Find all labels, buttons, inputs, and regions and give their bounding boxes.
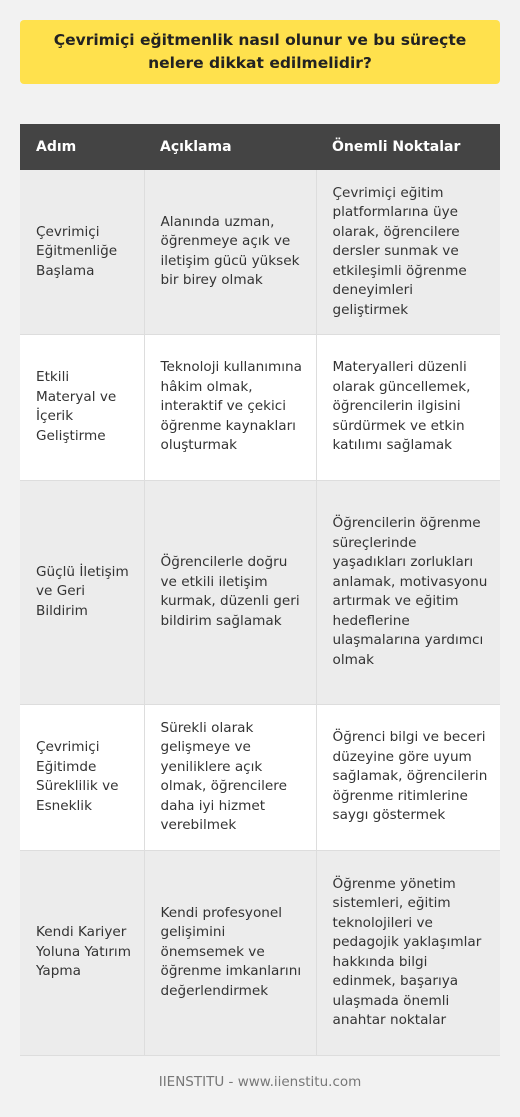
step-cell: Güçlü İletişim ve Geri Bildirim (20, 480, 144, 704)
column-header-description: Açıklama (144, 124, 316, 170)
notes-cell: Materyalleri düzenli olarak güncellemek, öğrencilerin ilgisini sürdürmek ve etkin katılımı sağlamak (316, 334, 500, 480)
notes-cell: Öğrencilerin öğrenme süreçlerinde yaşadıkları zorlukları anlamak, motivasyonu artırmak ve eğitim hedeflerine ulaşmalarına yardımcı olmak (316, 480, 500, 704)
notes-cell: Öğrenci bilgi ve beceri düzeyine göre uyum sağlamak, öğrencilerin öğrenme ritimlerine saygı göstermek (316, 704, 500, 850)
description-cell: Öğrencilerle doğru ve etkili iletişim kurmak, düzenli geri bildirim sağlamak (144, 480, 316, 704)
table-row (20, 170, 500, 334)
description-cell: Teknoloji kullanımına hâkim olmak, interaktif ve çekici öğrenme kaynakları oluşturmak (144, 334, 316, 480)
footer-credit: IIENSTITU - www.iienstitu.com (158, 1074, 362, 1090)
step-cell: Etkili Materyal ve İçerik Geliştirme (20, 334, 144, 480)
steps-table (20, 124, 500, 1056)
column-header-step: Adım (20, 124, 144, 170)
step-cell: Kendi Kariyer Yoluna Yatırım Yapma (20, 850, 144, 1055)
table-row (20, 334, 500, 480)
step-cell: Çevrimiçi Eğitimde Süreklilik ve Esneklik (20, 704, 144, 850)
title-banner (20, 20, 500, 84)
description-cell: Alanında uzman, öğrenmeye açık ve iletişim gücü yüksek bir birey olmak (144, 170, 316, 334)
table-row (20, 704, 500, 850)
step-cell: Çevrimiçi Eğitmenliğe Başlama (20, 170, 144, 334)
notes-cell: Çevrimiçi eğitim platformlarına üye olarak, öğrencilere dersler sunmak ve etkileşimli öğrenme deneyimleri geliştirmek (316, 170, 500, 334)
column-header-notes: Önemli Noktalar (316, 124, 500, 170)
table-header-row (20, 124, 500, 170)
page-title: Çevrimiçi eğitmenlik nasıl olunur ve bu süreçte nelere dikkat edilmelidir? (53, 31, 467, 72)
table-row (20, 850, 500, 1055)
notes-cell: Öğrenme yönetim sistemleri, eğitim teknolojileri ve pedagojik yaklaşımlar hakkında bilgi edinmek, başarıya ulaşmada önemli anahtar noktalar (316, 850, 500, 1055)
description-cell: Sürekli olarak gelişmeye ve yeniliklere açık olmak, öğrencilere daha iyi hizmet verebilmek (144, 704, 316, 850)
table-row (20, 480, 500, 704)
description-cell: Kendi profesyonel gelişimini önemsemek ve öğrenme imkanlarını değerlendirmek (144, 850, 316, 1055)
